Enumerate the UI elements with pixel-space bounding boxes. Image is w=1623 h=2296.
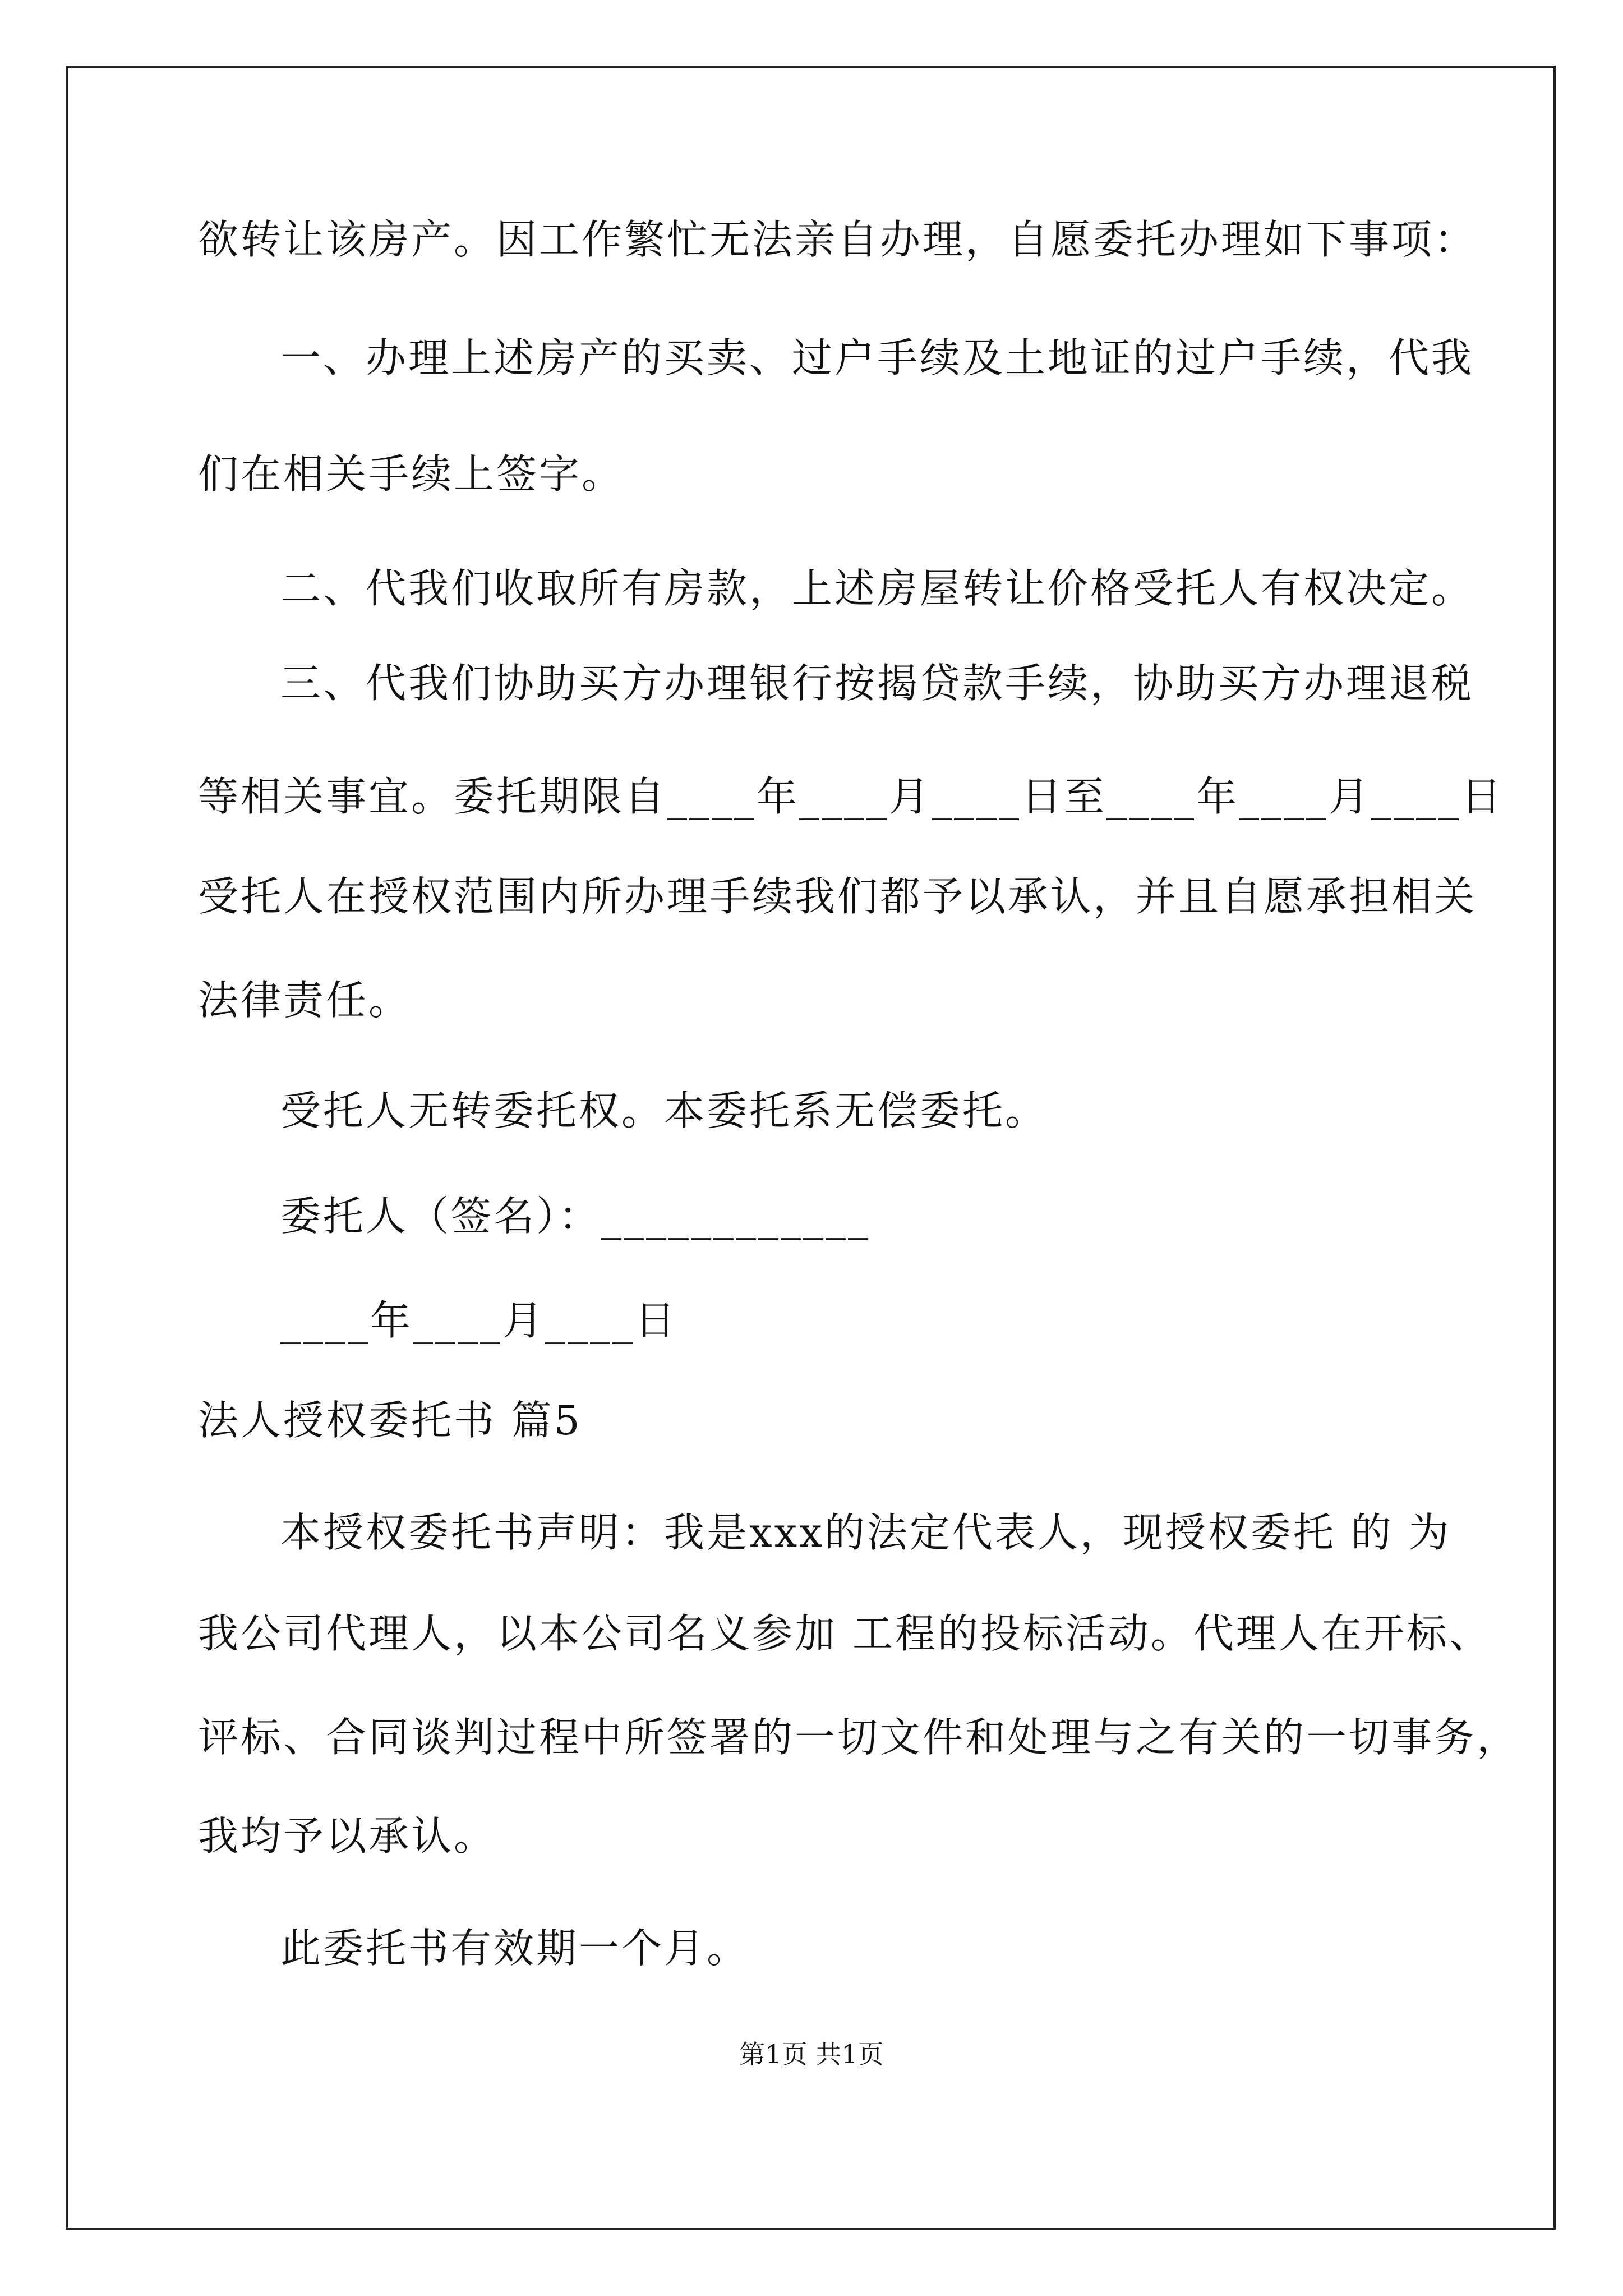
paragraph-line: 此委托书有效期一个月。 (280, 1925, 750, 1972)
paragraph-line: 们在相关手续上签字。 (198, 450, 625, 498)
paragraph-line: 本授权委托书声明：我是xxx的法定代表人，现授权委托 的 为 (280, 1509, 1451, 1556)
paragraph-line: 我公司代理人，以本公司名义参加 工程的投标活动。代理人在开标、 (198, 1610, 1492, 1657)
paragraph-line: 受托人在授权范围内所办理手续我们都予以承认，并且自愿承担相关 (198, 873, 1477, 920)
paragraph-line: 受托人无转委托权。本委托系无偿委托。 (280, 1087, 1048, 1134)
paragraph-line: 一、办理上述房产的买卖、过户手续及土地证的过户手续，代我 (280, 334, 1474, 381)
section-heading: 法人授权委托书 篇5 (198, 1397, 582, 1444)
date-line: ____年____月____日 (280, 1297, 678, 1344)
paragraph-line: 二、代我们收取所有房款，上述房屋转让价格受托人有权决定。 (280, 565, 1474, 612)
page-footer: 第1页 共1页 (739, 2039, 884, 2069)
paragraph-line: 法律责任。 (198, 977, 412, 1024)
paragraph-line: 等相关事宜。委托期限自____年____月____日至____年____月____日 (198, 773, 1504, 820)
paragraph-line: 欲转让该房产。因工作繁忙无法亲自办理，自愿委托办理如下事项： (198, 216, 1477, 263)
paragraph-line: 评标、合同谈判过程中所签署的一切文件和处理与之有关的一切事务， (198, 1714, 1520, 1761)
paragraph-line: 三、代我们协助买方办理银行按揭贷款手续，协助买方办理退税 (280, 660, 1474, 707)
signature-line: 委托人（签名）：____________ (280, 1193, 871, 1240)
paragraph-line: 我均予以承认。 (198, 1812, 497, 1860)
